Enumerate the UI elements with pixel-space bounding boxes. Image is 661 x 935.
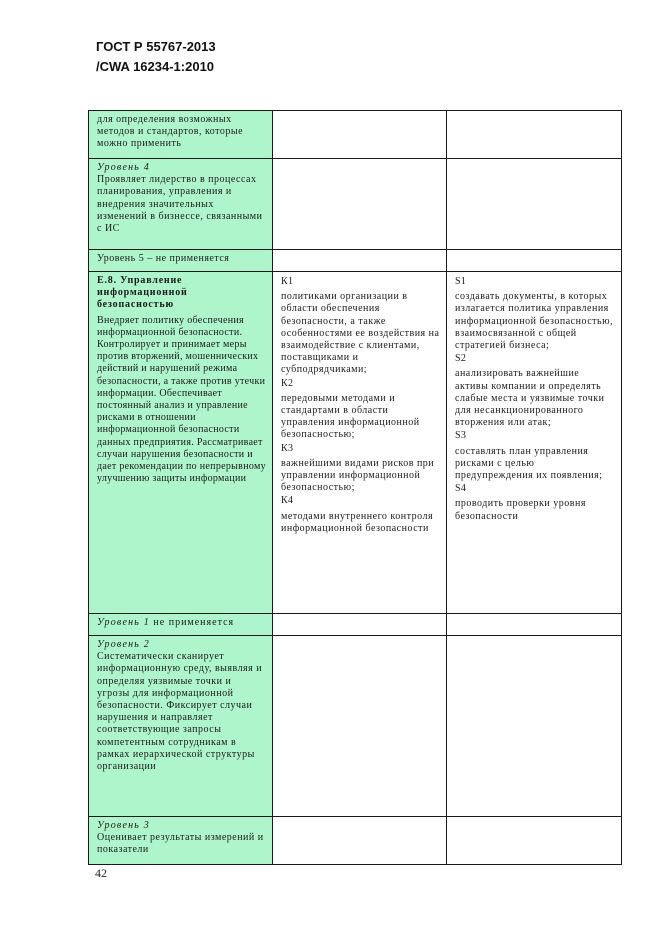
competence-cell [89,159,273,250]
knowledge-code: К4 [281,495,294,507]
knowledge-cell [273,636,447,817]
cell-text: Оценивает результаты измерений и показатели [97,832,264,856]
knowledge-text: методами внутреннего контроля информационной безопасности [281,510,434,534]
knowledge-text: политиками организации в области обеспечения безопасности, а также особенностями ее воздействия на взаимодействие с клиентами, поставщиками и субподрядчиками; [281,291,440,376]
cell-text: Уровень 5 – не применяется [97,253,230,264]
level-label: Уровень 1 [97,617,150,628]
competence-cell [89,614,273,636]
knowledge-code: К3 [281,442,294,454]
table-row [89,614,622,636]
competence-cell [89,636,273,817]
skill-text: проводить проверки уровня безопасности [455,498,586,522]
competence-table [88,110,622,865]
knowledge-cell [273,817,447,865]
competence-cell [89,111,273,159]
cell-text: не применяется [149,617,235,628]
skill-text: анализировать важнейшие активы компании и определять слабые места и уязвимые точки для несанкционированного вторжения или атак; [455,368,605,429]
knowledge-cell [273,272,447,614]
knowledge-code: К2 [281,377,294,389]
knowledge-text: передовыми методами и стандартами в области управления информационной безопасностью; [281,392,420,441]
competence-cell [89,817,273,865]
table-row [89,159,622,250]
skill-code: S1 [455,276,467,287]
table-row [89,272,622,614]
level-label: Уровень 4 [97,162,150,173]
table-row [89,111,622,159]
competence-description: Внедряет политику обеспечения информационной безопасности. Контролирует и принимает меры против вторжений, мошеннических действий и нарушений режима безопасности, а также против утечки информации. Обеспечивает постоянный анализ и управление рисками в отношении информационной безопасности данных предприятия. Рассматривает случаи нарушения безопасности и дает рекомендации по непрерывному улучшению защиты информации [97,314,266,485]
cell-text: Систематически сканирует информационную среду, выявляя и определяя уязвимые точки и угрозы для информационной безопасности. Фиксирует случаи нарушения и направляет соответствующие запросы компетентным сотрудникам в рамках иерархической структуры организации [97,651,263,773]
skill-text: создавать документы, в которых излагается политика управления информационной безопасностью, взаимосвязанной с общей стратегией бизнеса; [455,291,614,352]
skills-cell [447,159,622,250]
level-label: Уровень 3 [97,820,150,831]
table-row [89,250,622,272]
cell-text: для определения возможных методов и стандартов, которые можно применить [97,114,244,150]
level-label: Уровень 2 [97,639,150,650]
skill-text: составлять план управления рисками с целью предупреждения их появления; [455,445,603,482]
page-number: 42 [95,866,107,880]
skills-cell [447,817,622,865]
competence-cell [89,272,273,614]
table-row [89,636,622,817]
skills-cell [447,250,622,272]
knowledge-cell [273,614,447,636]
document-header [96,37,216,77]
knowledge-cell [273,250,447,272]
skills-cell [447,111,622,159]
knowledge-cell [273,159,447,250]
competence-title: Е.8. Управление информационной безопасностью [97,275,188,311]
knowledge-code: К1 [281,276,294,287]
skills-cell [447,636,622,817]
knowledge-cell [273,111,447,159]
skills-cell [447,272,622,614]
competence-cell [89,250,273,272]
skill-code: S3 [455,430,467,442]
cell-text: Проявляет лидерство в процессах планирования, управления и внедрения значительных изменений в бизнессе, связанными с ИС [97,174,263,235]
header-cwa: /CWA 16234-1:2010 [96,59,215,74]
table-row [89,817,622,865]
knowledge-text: важнейшими видами рисков при управлении информационной безопасностью; [281,457,435,494]
skill-code: S2 [455,353,467,365]
header-standard: ГОСТ Р 55767-2013 [96,39,216,54]
skill-code: S4 [455,483,467,495]
skills-cell [447,614,622,636]
